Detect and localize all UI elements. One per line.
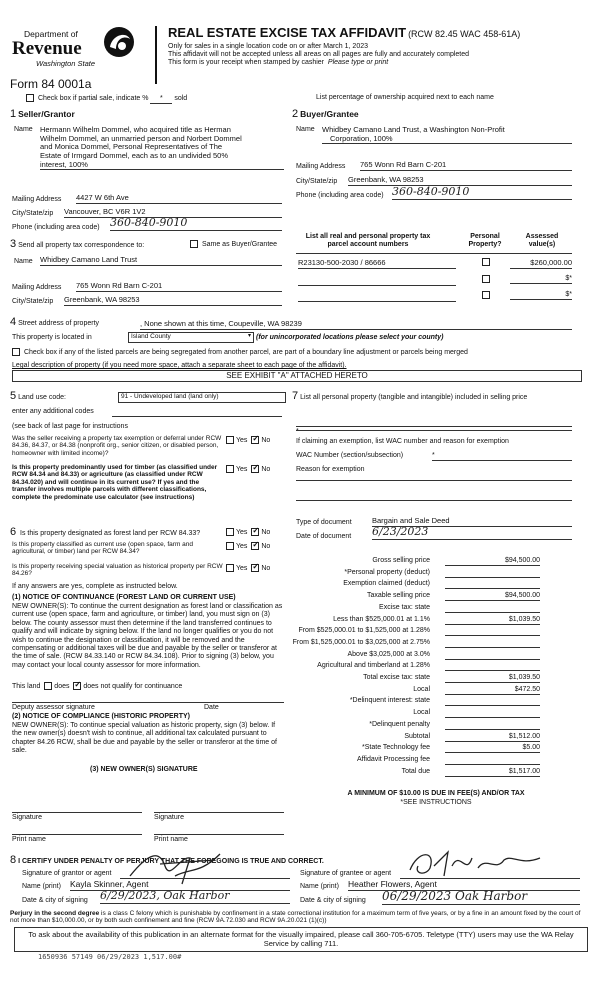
seller-number: 1 (10, 108, 17, 120)
tax-row-value[interactable]: $472.50 (445, 686, 540, 695)
tax-row (270, 674, 570, 684)
tax-row (270, 569, 570, 579)
forest-number: 6 (10, 526, 17, 538)
tax-row-value[interactable] (445, 651, 540, 660)
tax-row (270, 744, 570, 754)
owner-sig-line-2[interactable] (154, 812, 284, 813)
personal-property-label: List all personal property (tangible and intangible) included in selling price (300, 394, 528, 401)
wac-field[interactable]: * (432, 452, 572, 461)
tax-row-label: Affidavit Processing fee (356, 755, 430, 763)
grantee-date-label: Date & city of signing (300, 897, 366, 904)
additional-codes-field[interactable] (112, 408, 282, 417)
parcel-personal-checkbox[interactable] (482, 291, 492, 300)
seller-name-line: interest, 100% (40, 161, 284, 171)
tax-row (270, 580, 570, 590)
perjury-text: is a class C felony which is punishable by confinement in a state correctional institution for a maximum term of five years, or by a fine in an amount fixed by the court of not more than $10,000.00, or by both such confinement and fine (RCW 9A.72.030 and RCW 9A.20.021 (1)(c)) (10, 910, 581, 925)
perjury-bold: Perjury in the second degree (10, 910, 100, 917)
exemption-yes-no (226, 436, 270, 445)
tax-row-label: From $1,525,000.01 to $3,025,000 at 2.75% (292, 638, 430, 646)
tax-row-label: Excise tax: state (379, 603, 430, 611)
grantor-date-label: Date & city of signing (22, 897, 88, 904)
buyer-phone-label: Phone (including area code) (296, 192, 384, 199)
land-use-number: 5 (10, 390, 17, 402)
no-label: No (261, 528, 271, 536)
tax-row-value[interactable] (445, 709, 540, 718)
buyer-city-field[interactable]: Greenbank, WA 98253 (348, 176, 572, 186)
header-line-2: This affidavit will not be accepted unless all areas on all pages are fully and accurately completed (168, 50, 470, 58)
perjury-note (10, 910, 590, 925)
partial-sold-label: sold (174, 94, 188, 102)
header-divider (155, 26, 157, 84)
seller-heading (10, 108, 75, 121)
grantor-date-field[interactable]: 6/29/2023, Oak Harbor (100, 890, 290, 904)
corr-mailing-label: Mailing Address (12, 284, 62, 291)
header-line-3-italic: Please type or print (327, 59, 389, 67)
seller-name-label: Name (14, 126, 33, 133)
same-as-buyer-label: Same as Buyer/Grantee (201, 240, 278, 248)
does-checkbox[interactable] (44, 682, 52, 690)
deputy-sig-label: Deputy assessor signature (12, 704, 95, 711)
tax-row (270, 756, 570, 766)
segregated-checkbox[interactable] (12, 348, 20, 356)
exemption-question: Was the seller receiving a property tax exemption or deferral under RCW 84.36, 84.37, or 84.38 (nonprofit org., senior citizen, or disabled person, homeowner with limited income)? (12, 435, 222, 457)
tax-row-value[interactable]: $94,500.00 (445, 557, 540, 566)
buyer-city-label: City/State/zip (296, 178, 338, 185)
tax-row (270, 768, 570, 778)
partial-sale-checkbox[interactable] (26, 94, 34, 102)
tax-row-value[interactable]: $94,500.00 (445, 592, 540, 601)
tax-row (270, 592, 570, 602)
forest-q3-yes-no (226, 564, 270, 573)
buyer-title: Buyer/Grantee (300, 109, 359, 119)
assessed-col-header: Assessed value(s) (525, 233, 559, 249)
parcel-value-field[interactable]: $* (510, 275, 572, 284)
personal-property-heading (292, 390, 574, 403)
certify-statement: I CERTIFY UNDER PENALTY OF PERJURY THAT THE FOREGOING IS TRUE AND CORRECT. (18, 858, 324, 865)
owner-sig-label-2: Signature (154, 814, 184, 821)
timber-question: Is this property predominantly used for timber (as classified under RCW 84.34 and 84.33) or agriculture (as classified under RCW 84.34.020) and will continue in its current use? If yes and the transfer involves multiple parcels with different classifications, complete the predominate use calculator (see instructions) (12, 464, 218, 501)
tax-row (270, 733, 570, 743)
notice2-title: (2) NOTICE OF COMPLIANCE (HISTORIC PROPERTY) (12, 713, 190, 720)
tax-row-label: Total due (401, 767, 430, 775)
county-select-value: Island County (131, 333, 171, 340)
parcel-number-field[interactable]: R23130-500-2030 / 86666 (298, 259, 456, 269)
yes-label: Yes (236, 564, 248, 572)
seller-name-line: and Monica Dommel, Personal Representatives of The (40, 142, 223, 152)
tax-row-value[interactable] (445, 721, 540, 730)
tax-row-label: *State Technology fee (362, 744, 430, 752)
grantor-sig-line[interactable] (120, 870, 290, 879)
personal-property-asterisk: * (296, 428, 299, 435)
forest-q1-yes-checkbox[interactable] (226, 528, 234, 536)
tax-row-label: Less than $525,000.01 at 1.1% (333, 615, 430, 623)
seller-name-line: Estate of Irmgard Dommel, each as to an undivided 50% (40, 150, 229, 160)
land-use-label: Land use code: (18, 394, 66, 401)
timber-yes-no (226, 465, 270, 474)
legal-label: Legal description of property (if you need more space, attach a separate sheet to each page of the affidavit). (12, 362, 347, 369)
revenue-logo (10, 22, 150, 76)
buyer-name-line: Corporation, 100% (322, 135, 572, 145)
seller-city-field[interactable]: Vancouver, BC V6R 1V2 (64, 208, 282, 218)
yes-label: Yes (236, 465, 248, 473)
form-rcw: (RCW 82.45 WAC 458-61A) (408, 29, 521, 39)
seller-mailing-field[interactable]: 4427 W 6th Ave (76, 194, 282, 204)
alt-format-box: To ask about the availability of this publication in an alternate format for the visually impaired, please call 360-705-6705. Teletype (TTY) users may use the WA Relay Service by calling 711. (14, 927, 588, 952)
certify-number: 8 (10, 854, 17, 866)
seller-phone-field[interactable]: 360-840-9010 (110, 217, 282, 231)
notice1-body: NEW OWNER(S): To continue the current designation as forest land or classification as current use (open space, farm and agriculture, or timber) land, you must sign on (3) below. The county assessor must then determine if the land transferred continues to qualify and will indicate by signing below. If the land no longer qualifies or you do not wish to continue the designation or classification, it will be removed and the compensating or additional taxes will be due and payable by the seller or transferor at the time of sale. (RCW 84.33.140 or RCW 84.34.108). Prior to signing (3) below, you may contact your local county assessor for more information. (12, 603, 283, 669)
tax-row (270, 651, 570, 661)
tax-row (270, 604, 570, 614)
timber-yes-checkbox[interactable] (226, 465, 234, 473)
owner-print-line-2[interactable] (154, 834, 284, 835)
deputy-sig-line[interactable] (12, 702, 284, 703)
tax-row-value[interactable] (445, 580, 540, 589)
cashier-stamp: 1650936 57149 06/29/2023 1,517.00# (38, 953, 182, 961)
no-label: No (261, 564, 271, 572)
dept-label: Department of (24, 29, 78, 39)
forest-question-1: Is this property designated as forest land per RCW 84.33? (20, 530, 201, 537)
deputy-date-label: Date (204, 704, 219, 711)
tax-row-value[interactable]: $5.00 (445, 744, 540, 753)
header-line-1: Only for sales in a single location code on or after March 1, 2023 (168, 42, 368, 50)
seller-mailing-label: Mailing Address (12, 196, 62, 203)
doc-date-field[interactable]: 6/23/2023 (372, 526, 572, 540)
grantee-date-field[interactable]: 06/29/2023 Oak Harbor (382, 890, 580, 905)
tax-row-label: Subtotal (404, 732, 430, 740)
chevron-down-icon: ▾ (247, 333, 251, 339)
personal-property-line-1[interactable] (296, 418, 572, 427)
corr-city-label: City/State/zip (12, 298, 54, 305)
tax-row-value[interactable]: $1,517.00 (445, 768, 540, 777)
revenue-wordmark: Revenue (12, 38, 82, 59)
buyer-name-label: Name (296, 126, 315, 133)
owner-sig-line-1[interactable] (12, 812, 142, 813)
tax-row (270, 662, 570, 672)
forest-q3-no-checkbox[interactable] (251, 564, 259, 572)
doc-type-field[interactable]: Bargain and Sale Deed (372, 517, 572, 527)
personal-property-number: 7 (292, 390, 299, 402)
exemption-yes-checkbox[interactable] (226, 436, 234, 444)
partial-sale-percent[interactable]: * (150, 95, 172, 104)
buyer-name-line: Whidbey Camano Land Trust, a Washington Non-Profit (322, 125, 505, 134)
legal-field[interactable]: SEE EXHIBIT "A" ATTACHED HERETO (12, 370, 582, 382)
tax-row (270, 557, 570, 567)
owner-print-line-1[interactable] (12, 834, 142, 835)
partial-sale-label: Check box if partial sale, indicate % (37, 94, 149, 102)
correspondence-heading (10, 238, 144, 251)
county-select[interactable] (128, 332, 254, 343)
yes-label: Yes (236, 542, 248, 550)
county-note: (for unincorporated locations please select your county) (256, 334, 444, 341)
this-land-label: This land (12, 682, 41, 690)
same-as-buyer-checkbox[interactable] (190, 240, 198, 248)
doc-date-label: Date of document (296, 533, 352, 540)
grantee-sig-line[interactable] (400, 870, 580, 879)
buyer-name-block[interactable] (322, 126, 572, 144)
reason-field-2[interactable] (296, 500, 572, 501)
forest-q2-yes-checkbox[interactable] (226, 542, 234, 550)
grantor-name-label: Name (print) (22, 883, 61, 890)
no-label: No (261, 542, 271, 550)
seller-name-block[interactable] (40, 126, 284, 170)
land-use-heading (10, 390, 66, 403)
does-not-label: does not qualify for continuance (83, 682, 183, 690)
forest-if-yes: If any answers are yes, complete as instructed below. (12, 583, 178, 590)
header-line-3-text: This form is your receipt when stamped by cashier (168, 59, 325, 67)
correspondence-label: Send all property tax correspondence to: (18, 242, 145, 249)
partial-sale-row (26, 94, 187, 104)
tax-row-value[interactable] (445, 662, 540, 671)
form-title-block (168, 26, 588, 67)
tax-row-label: Local (413, 709, 430, 717)
tax-row-label: Agricultural and timberland at 1.28% (317, 662, 430, 670)
tax-row (270, 616, 570, 626)
forest-question-2: Is this property classified as current use (open space, farm and agricultural, or timber) land per RCW 84.34? (12, 541, 194, 556)
does-label: does (54, 682, 70, 690)
owner-sig-label-1: Signature (12, 814, 42, 821)
tax-row (270, 686, 570, 696)
minimum-note: A MINIMUM OF $10.00 IS DUE IN FEE(S) AND/OR TAX (347, 790, 525, 797)
exemption-no-checkbox[interactable] (251, 436, 259, 444)
buyer-number: 2 (292, 108, 299, 120)
tax-row-label: *Delinquent interest: state (349, 697, 430, 705)
parcel-header-line (296, 253, 572, 254)
washington-label: Washington State (36, 59, 96, 68)
grantor-sig-label: Signature of grantor or agent (22, 870, 112, 877)
parcel-number-field[interactable] (298, 292, 456, 302)
tax-row-value[interactable]: $1,039.50 (445, 616, 540, 625)
wac-label: WAC Number (section/subsection) (296, 452, 404, 459)
timber-no-checkbox[interactable] (251, 465, 259, 473)
tax-row-value[interactable] (445, 569, 540, 578)
reason-field-1[interactable] (296, 480, 572, 481)
logo-swirl-icon (102, 25, 136, 59)
tax-row-value[interactable]: $1,039.50 (445, 674, 540, 683)
tax-row (270, 697, 570, 707)
form-number: Form 84 0001a (10, 77, 92, 91)
seller-name-line: Wilhelm Dommel, an unmarried person and Norbert Dommel (40, 133, 242, 143)
notice1-title: (1) NOTICE OF CONTINUANCE (FOREST LAND OR CURRENT USE) (12, 594, 236, 601)
tax-row-label: Total excise tax: state (363, 674, 430, 681)
corr-mailing-field[interactable]: 765 Wonn Rd Barn C-201 (76, 282, 282, 292)
qualify-row (12, 682, 182, 691)
tax-row-label: *Delinquent penalty (369, 720, 430, 728)
yes-label: Yes (236, 436, 248, 444)
owner-print-label-2: Print name (154, 836, 188, 843)
tax-row-label: Above $3,025,000 at 3.0% (347, 650, 430, 658)
notice3-title: (3) NEW OWNER(S) SIGNATURE (90, 766, 198, 773)
tax-row (270, 639, 570, 649)
located-label: This property is located in (12, 334, 92, 341)
doc-type-label: Type of document (296, 519, 352, 526)
segregated-row (12, 348, 592, 357)
tax-row-label: Taxable selling price (366, 592, 430, 600)
tax-row-label: *Personal property (deduct) (344, 568, 430, 576)
tax-row (270, 627, 570, 637)
property-heading (10, 316, 99, 329)
seller-city-label: City/State/zip (12, 210, 54, 217)
grantee-name-field[interactable]: Heather Flowers, Agent (348, 880, 580, 891)
street-field[interactable]: , None shown at this time, Coupeville, WA 98239 (140, 320, 572, 330)
no-label: No (261, 465, 271, 473)
see-back-label: (see back of last page for instructions (12, 423, 128, 430)
tax-row-label: Exemption claimed (deduct) (343, 580, 430, 588)
corr-name-label: Name (14, 258, 33, 265)
segregated-label: Check box if any of the listed parcels are being segregated from another parcel, are part of a boundary line adjustment or parcels being merged (23, 348, 468, 356)
forest-q3-yes-checkbox[interactable] (226, 564, 234, 572)
tax-row-label: Local (413, 685, 430, 693)
seller-phone-label: Phone (including area code) (12, 224, 100, 231)
corr-city-field[interactable]: Greenbank, WA 98253 (64, 296, 282, 306)
buyer-heading (292, 108, 359, 121)
grantee-sig-label: Signature of grantee or agent (300, 870, 392, 877)
tax-row-value[interactable] (445, 697, 540, 706)
exemption-label: If claiming an exemption, list WAC number and reason for exemption (296, 438, 509, 445)
header-line-3 (168, 59, 588, 67)
buyer-phone-field[interactable]: 360-840-9010 (392, 186, 572, 200)
does-not-checkbox[interactable] (73, 682, 81, 690)
forest-question-3: Is this property receiving special valuation as historical property per RCW 84.26? (12, 563, 223, 578)
tax-row-value[interactable] (445, 604, 540, 613)
ownership-note: List percentage of ownership acquired next to each name (316, 94, 494, 101)
see-instructions: *SEE INSTRUCTIONS (400, 799, 472, 806)
grantor-name-field[interactable]: Kayla Skinner, Agent (70, 880, 290, 891)
seller-name-line: Hermann Wilhelm Dommel, who acquired title as Herman (40, 125, 231, 134)
notice2-body: NEW OWNER(S): To continue special valuation as historic property, sign (3) below. If the new owner(s) doesn't wish to continue, all additional tax calculated pursuant to chapter 84.26 RCW, shall be due and payable by the seller or transferor at the time of sale. (12, 722, 277, 755)
parcel-value-field[interactable]: $260,000.00 (510, 259, 572, 269)
tax-row-value[interactable]: $1,512.00 (445, 733, 540, 742)
tax-row-value[interactable] (445, 756, 540, 765)
forest-q1-yes-no (226, 528, 270, 537)
forest-q2-no-checkbox[interactable] (251, 542, 259, 550)
owner-print-label-1: Print name (12, 836, 46, 843)
tax-row (270, 721, 570, 731)
land-use-select[interactable]: 91 - Undeveloped land (land only) (118, 392, 286, 403)
buyer-mailing-field[interactable]: 765 Wonn Rd Barn C-201 (360, 161, 572, 171)
tax-row-label: Gross selling price (372, 557, 430, 564)
correspondence-number: 3 (10, 238, 17, 250)
forest-q1-no-checkbox[interactable] (251, 528, 259, 536)
tax-row-value[interactable] (445, 639, 540, 648)
reason-label: Reason for exemption (296, 466, 365, 473)
parcel-personal-checkbox[interactable] (482, 258, 492, 267)
parcel-col-header: List all real and personal property tax parcel account numbers (305, 233, 431, 249)
no-label: No (261, 436, 271, 444)
tax-row-value[interactable] (445, 627, 540, 636)
corr-name-field[interactable]: Whidbey Camano Land Trust (40, 256, 282, 266)
tax-row (270, 709, 570, 719)
parcel-personal-checkbox[interactable] (482, 275, 492, 284)
form-title: REAL ESTATE EXCISE TAX AFFIDAVIT (168, 25, 407, 40)
additional-codes-label: enter any additional codes (12, 408, 94, 415)
buyer-mailing-label: Mailing Address (296, 163, 346, 170)
property-number: 4 (10, 316, 17, 328)
forest-q2-yes-no (226, 542, 270, 551)
personal-col-header: Personal Property? (468, 233, 502, 249)
street-label: Street address of property (18, 320, 100, 327)
same-as-buyer-row (190, 240, 277, 249)
parcel-number-field[interactable] (298, 276, 456, 286)
personal-property-line-2[interactable] (296, 430, 572, 431)
tax-row-label: From $525,000.01 to $1,525,000 at 1.28% (298, 627, 430, 635)
seller-title: Seller/Grantor (18, 109, 75, 119)
parcel-value-field[interactable]: $* (510, 291, 572, 300)
yes-label: Yes (236, 528, 248, 536)
grantee-name-label: Name (print) (300, 883, 339, 890)
